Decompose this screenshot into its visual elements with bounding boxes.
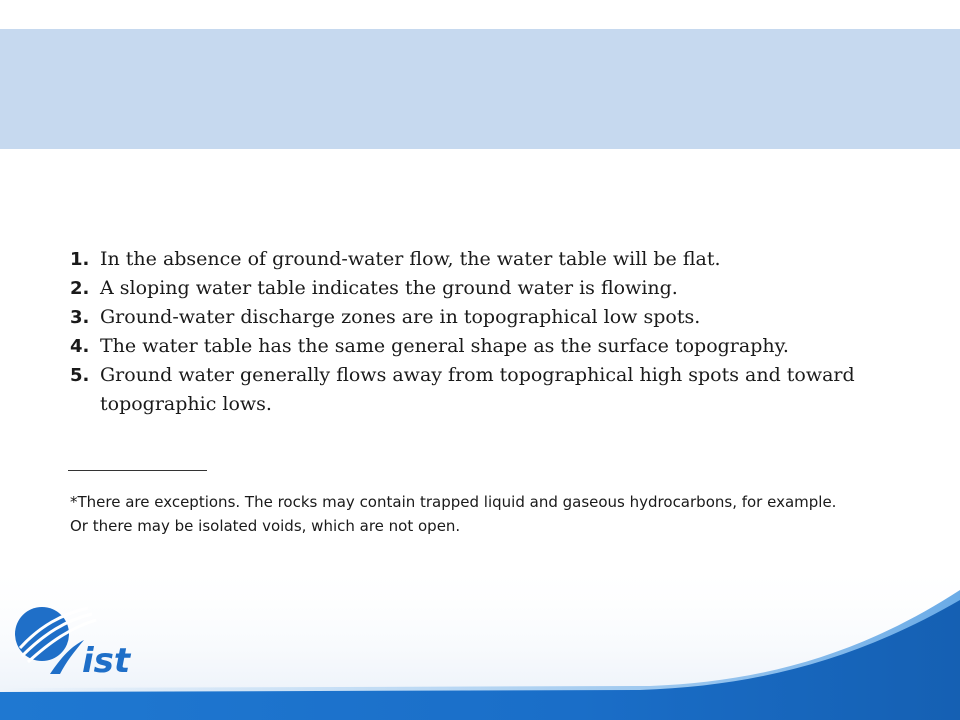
list-item [70,361,905,419]
globe-swoosh-icon [10,596,150,680]
list-item-number: 1. [70,249,90,270]
list-item-number: 4. [70,336,90,357]
list-item-text: The water table has the same general shape as the surface topography. [100,335,789,357]
list-item-text: In the absence of ground-water flow, the water table will be flat. [100,248,721,270]
list-item-text: Ground-water discharge zones are in topographical low spots. [100,306,701,328]
list-item [70,303,905,332]
title-band [0,29,960,149]
list-item [70,245,905,274]
list-item [70,274,905,303]
logo-text: ist [82,641,131,680]
footnote-divider [68,470,207,471]
list-item-number: 5. [70,365,90,386]
footnote: *There are exceptions. The rocks may contain trapped liquid and gaseous hydrocarbons, for example. Or there may be isolated voids, which are not open. [70,493,837,535]
list-item-number: 2. [70,278,90,299]
list-item [70,332,905,361]
list-item-text: Ground water generally flows away from topographical high spots and toward topographic lows. [100,364,855,415]
list-item-text: A sloping water table indicates the ground water is flowing. [100,277,678,299]
numbered-list [70,245,905,419]
list-item-number: 3. [70,307,90,328]
